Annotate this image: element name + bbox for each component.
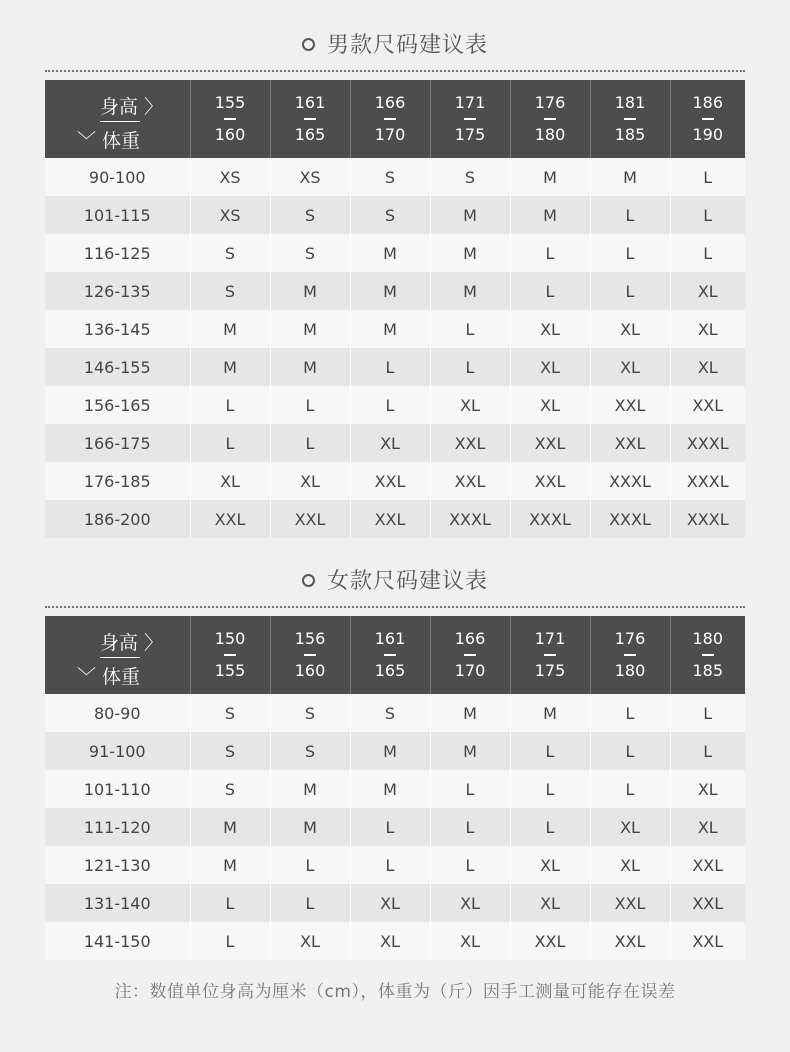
table-row bbox=[45, 272, 745, 310]
women-title-text: 女款尺码建议表 bbox=[326, 569, 488, 594]
size-cell: S bbox=[270, 196, 350, 234]
size-cell: M bbox=[510, 694, 590, 732]
size-cell: L bbox=[350, 846, 430, 884]
size-cell: M bbox=[190, 846, 270, 884]
weight-cell: 80-90 bbox=[45, 694, 190, 732]
men-header-row bbox=[45, 80, 745, 158]
size-cell: L bbox=[590, 694, 670, 732]
size-cell: XXL bbox=[190, 500, 270, 538]
weight-cell: 121-130 bbox=[45, 846, 190, 884]
size-cell: L bbox=[270, 846, 350, 884]
height-header: 156 160 bbox=[270, 616, 350, 694]
size-cell: L bbox=[590, 732, 670, 770]
size-cell: L bbox=[430, 310, 510, 348]
size-cell: L bbox=[670, 234, 745, 272]
size-cell: S bbox=[430, 158, 510, 196]
size-cell: S bbox=[190, 694, 270, 732]
weight-cell: 166-175 bbox=[45, 424, 190, 462]
table-row bbox=[45, 158, 745, 196]
size-cell: XXL bbox=[350, 462, 430, 500]
size-cell: L bbox=[190, 386, 270, 424]
table-row bbox=[45, 808, 745, 846]
size-cell: L bbox=[590, 272, 670, 310]
women-table-body bbox=[45, 694, 745, 960]
women-header-row bbox=[45, 616, 745, 694]
size-cell: L bbox=[430, 846, 510, 884]
size-cell: XXL bbox=[510, 424, 590, 462]
size-cell: S bbox=[270, 732, 350, 770]
size-cell: L bbox=[590, 770, 670, 808]
size-cell: XL bbox=[190, 462, 270, 500]
height-header: 150 155 bbox=[190, 616, 270, 694]
women-section-title bbox=[0, 564, 790, 595]
size-cell: XXL bbox=[590, 386, 670, 424]
height-axis-label: 身高 〉 bbox=[100, 632, 164, 654]
size-cell: XXXL bbox=[590, 462, 670, 500]
size-cell: M bbox=[270, 808, 350, 846]
weight-cell: 186-200 bbox=[45, 500, 190, 538]
size-cell: L bbox=[350, 386, 430, 424]
size-cell: L bbox=[670, 196, 745, 234]
size-cell: XL bbox=[590, 808, 670, 846]
size-cell: XL bbox=[670, 348, 745, 386]
size-cell: XXL bbox=[590, 424, 670, 462]
size-cell: L bbox=[270, 386, 350, 424]
size-cell: M bbox=[350, 234, 430, 272]
size-cell: XL bbox=[670, 808, 745, 846]
size-cell: XL bbox=[270, 922, 350, 960]
size-cell: L bbox=[350, 808, 430, 846]
size-cell: S bbox=[270, 234, 350, 272]
height-header: 181 185 bbox=[590, 80, 670, 158]
height-header: 180 185 bbox=[670, 616, 745, 694]
size-cell: XXL bbox=[430, 424, 510, 462]
size-cell: XXL bbox=[510, 922, 590, 960]
size-cell: L bbox=[350, 348, 430, 386]
size-cell: L bbox=[670, 158, 745, 196]
weight-cell: 136-145 bbox=[45, 310, 190, 348]
size-cell: XL bbox=[510, 846, 590, 884]
size-cell: XL bbox=[670, 770, 745, 808]
size-cell: XL bbox=[270, 462, 350, 500]
size-cell: S bbox=[190, 272, 270, 310]
size-cell: L bbox=[670, 694, 745, 732]
size-cell: XL bbox=[670, 272, 745, 310]
size-cell: L bbox=[510, 234, 590, 272]
men-table-body bbox=[45, 158, 745, 538]
height-header: 176 180 bbox=[590, 616, 670, 694]
dotted-divider bbox=[45, 606, 745, 608]
weight-cell: 126-135 bbox=[45, 272, 190, 310]
size-cell: L bbox=[510, 732, 590, 770]
table-row bbox=[45, 922, 745, 960]
size-cell: XXL bbox=[590, 884, 670, 922]
dotted-divider bbox=[45, 70, 745, 72]
size-cell: L bbox=[510, 808, 590, 846]
table-row bbox=[45, 846, 745, 884]
size-cell: XXL bbox=[670, 846, 745, 884]
size-cell: XL bbox=[350, 884, 430, 922]
size-cell: L bbox=[590, 196, 670, 234]
size-cell: XL bbox=[590, 348, 670, 386]
men-size-table bbox=[45, 80, 745, 538]
size-cell: L bbox=[190, 424, 270, 462]
weight-axis-label: ﹀ 体重 bbox=[77, 666, 141, 688]
size-cell: XL bbox=[350, 424, 430, 462]
table-row bbox=[45, 462, 745, 500]
size-cell: M bbox=[270, 348, 350, 386]
size-cell: XS bbox=[270, 158, 350, 196]
height-header: 171 175 bbox=[510, 616, 590, 694]
size-cell: S bbox=[350, 694, 430, 732]
table-row bbox=[45, 770, 745, 808]
corner-header bbox=[45, 616, 190, 694]
size-cell: M bbox=[190, 310, 270, 348]
size-cell: S bbox=[190, 732, 270, 770]
height-header: 155 160 bbox=[190, 80, 270, 158]
height-header: 161 165 bbox=[270, 80, 350, 158]
table-row bbox=[45, 884, 745, 922]
size-cell: XXXL bbox=[510, 500, 590, 538]
size-cell: L bbox=[670, 732, 745, 770]
table-row bbox=[45, 424, 745, 462]
size-cell: XS bbox=[190, 196, 270, 234]
corner-underline bbox=[100, 657, 140, 658]
size-cell: S bbox=[190, 234, 270, 272]
size-cell: M bbox=[270, 770, 350, 808]
size-cell: S bbox=[190, 770, 270, 808]
size-cell: L bbox=[510, 770, 590, 808]
size-cell: M bbox=[510, 158, 590, 196]
size-cell: M bbox=[350, 732, 430, 770]
size-cell: S bbox=[270, 694, 350, 732]
size-cell: M bbox=[510, 196, 590, 234]
size-cell: M bbox=[350, 770, 430, 808]
table-row bbox=[45, 310, 745, 348]
size-cell: L bbox=[270, 884, 350, 922]
size-cell: XXL bbox=[430, 462, 510, 500]
size-cell: XXXL bbox=[670, 424, 745, 462]
footnote: 注：数值单位身高为厘米（cm），体重为（斤）因手工测量可能存在误差 bbox=[114, 982, 676, 1002]
size-cell: M bbox=[190, 808, 270, 846]
size-cell: XXXL bbox=[670, 500, 745, 538]
size-cell: L bbox=[590, 234, 670, 272]
size-cell: XXL bbox=[670, 922, 745, 960]
size-cell: M bbox=[430, 272, 510, 310]
size-cell: XL bbox=[590, 846, 670, 884]
women-size-table bbox=[45, 616, 745, 960]
size-cell: L bbox=[510, 272, 590, 310]
table-row bbox=[45, 386, 745, 424]
weight-cell: 131-140 bbox=[45, 884, 190, 922]
table-row bbox=[45, 196, 745, 234]
weight-cell: 116-125 bbox=[45, 234, 190, 272]
table-row bbox=[45, 500, 745, 538]
size-cell: XXXL bbox=[590, 500, 670, 538]
size-cell: M bbox=[430, 732, 510, 770]
size-cell: XXXL bbox=[430, 500, 510, 538]
height-header: 171 175 bbox=[430, 80, 510, 158]
size-cell: M bbox=[270, 310, 350, 348]
size-cell: L bbox=[270, 424, 350, 462]
men-section-title bbox=[0, 28, 790, 59]
weight-axis-label: ﹀ 体重 bbox=[77, 130, 141, 152]
size-cell: XL bbox=[510, 310, 590, 348]
size-cell: M bbox=[590, 158, 670, 196]
size-cell: M bbox=[270, 272, 350, 310]
size-cell: L bbox=[430, 770, 510, 808]
size-cell: XL bbox=[510, 884, 590, 922]
corner-underline bbox=[100, 121, 140, 122]
size-cell: M bbox=[190, 348, 270, 386]
size-cell: XL bbox=[430, 922, 510, 960]
height-axis-label: 身高 〉 bbox=[100, 96, 164, 118]
size-cell: M bbox=[350, 272, 430, 310]
weight-cell: 90-100 bbox=[45, 158, 190, 196]
men-title-text: 男款尺码建议表 bbox=[326, 33, 488, 58]
size-cell: M bbox=[430, 694, 510, 732]
table-row bbox=[45, 234, 745, 272]
weight-cell: 111-120 bbox=[45, 808, 190, 846]
size-cell: M bbox=[350, 310, 430, 348]
size-cell: XXL bbox=[670, 884, 745, 922]
height-header: 176 180 bbox=[510, 80, 590, 158]
table-row bbox=[45, 732, 745, 770]
table-row bbox=[45, 348, 745, 386]
size-cell: L bbox=[190, 922, 270, 960]
size-cell: XS bbox=[190, 158, 270, 196]
weight-cell: 141-150 bbox=[45, 922, 190, 960]
size-cell: XL bbox=[590, 310, 670, 348]
size-cell: XL bbox=[430, 884, 510, 922]
weight-cell: 146-155 bbox=[45, 348, 190, 386]
size-cell: XXL bbox=[590, 922, 670, 960]
circle-icon bbox=[302, 38, 315, 51]
size-cell: XXL bbox=[270, 500, 350, 538]
size-cell: XL bbox=[350, 922, 430, 960]
corner-header bbox=[45, 80, 190, 158]
weight-cell: 101-110 bbox=[45, 770, 190, 808]
weight-cell: 156-165 bbox=[45, 386, 190, 424]
size-cell: XXXL bbox=[670, 462, 745, 500]
size-cell: XL bbox=[510, 348, 590, 386]
size-cell: XL bbox=[670, 310, 745, 348]
size-cell: S bbox=[350, 196, 430, 234]
height-header: 186 190 bbox=[670, 80, 745, 158]
weight-cell: 176-185 bbox=[45, 462, 190, 500]
table-row bbox=[45, 694, 745, 732]
circle-icon bbox=[302, 574, 315, 587]
size-cell: XL bbox=[510, 386, 590, 424]
size-cell: M bbox=[430, 234, 510, 272]
height-header: 166 170 bbox=[430, 616, 510, 694]
size-cell: L bbox=[430, 348, 510, 386]
size-cell: XXL bbox=[670, 386, 745, 424]
size-cell: XXL bbox=[350, 500, 430, 538]
size-cell: L bbox=[190, 884, 270, 922]
size-cell: M bbox=[430, 196, 510, 234]
weight-cell: 91-100 bbox=[45, 732, 190, 770]
size-cell: XXL bbox=[510, 462, 590, 500]
size-cell: S bbox=[350, 158, 430, 196]
weight-cell: 101-115 bbox=[45, 196, 190, 234]
size-cell: XL bbox=[430, 386, 510, 424]
height-header: 166 170 bbox=[350, 80, 430, 158]
size-cell: L bbox=[430, 808, 510, 846]
height-header: 161 165 bbox=[350, 616, 430, 694]
